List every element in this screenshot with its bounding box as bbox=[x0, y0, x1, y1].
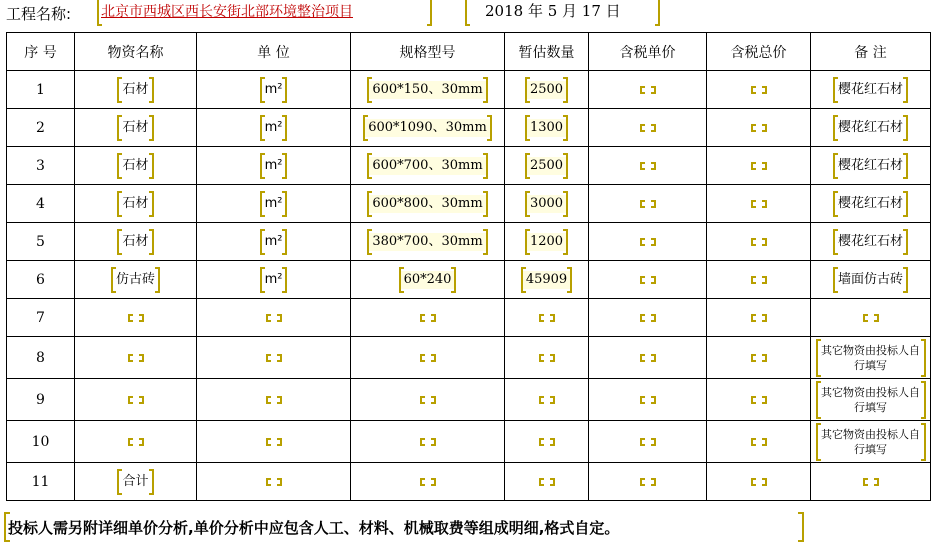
name-value: 仿古砖 bbox=[115, 271, 155, 287]
remark-value: 樱花红石材 bbox=[837, 233, 903, 249]
remark-value: 其它物资由投标人自行填写 bbox=[821, 343, 920, 372]
spec-input[interactable] bbox=[367, 157, 487, 175]
table-row bbox=[7, 421, 931, 463]
header-col-spec: 规格型号 bbox=[351, 33, 505, 71]
cell-price bbox=[589, 261, 707, 299]
remark-input[interactable] bbox=[816, 343, 926, 373]
qty-value: 45909 bbox=[525, 271, 568, 287]
project-name: 北京市西城区西长安街北部环境整治项目 bbox=[101, 4, 353, 20]
qty-input[interactable] bbox=[525, 157, 568, 175]
cell-total bbox=[707, 379, 811, 421]
cell-spec bbox=[351, 109, 505, 147]
spec-value: 600*700、30mm bbox=[372, 157, 483, 173]
cell-no bbox=[7, 261, 75, 299]
row-number: 9 bbox=[36, 391, 45, 408]
cell-unit bbox=[197, 379, 351, 421]
cell-spec bbox=[351, 379, 505, 421]
cell-price bbox=[589, 147, 707, 185]
remark-value: 樱花红石材 bbox=[837, 195, 903, 211]
remark-value: 墙面仿古砖 bbox=[837, 271, 903, 287]
cell-qty bbox=[505, 71, 589, 109]
remark-value: 其它物资由投标人自行填写 bbox=[821, 427, 920, 456]
name-value: 石材 bbox=[122, 119, 149, 135]
cell-qty bbox=[505, 337, 589, 379]
project-name-field[interactable] bbox=[97, 2, 432, 22]
row-number: 4 bbox=[36, 195, 45, 212]
unit-value: m² bbox=[264, 233, 283, 249]
header-col-no: 序 号 bbox=[7, 33, 75, 71]
table-body bbox=[7, 71, 931, 501]
remark-input[interactable] bbox=[833, 233, 908, 251]
name-value: 石材 bbox=[122, 81, 149, 97]
cell-name bbox=[75, 71, 197, 109]
cell-remark bbox=[811, 463, 931, 501]
remark-input[interactable] bbox=[816, 385, 926, 415]
cell-spec bbox=[351, 71, 505, 109]
row-number: 6 bbox=[36, 271, 45, 288]
cell-unit bbox=[197, 463, 351, 501]
qty-value: 1300 bbox=[529, 119, 564, 135]
name-input[interactable] bbox=[117, 195, 153, 213]
cell-spec bbox=[351, 223, 505, 261]
remark-input[interactable] bbox=[833, 195, 908, 213]
cell-name bbox=[75, 223, 197, 261]
cell-qty bbox=[505, 185, 589, 223]
cell-qty bbox=[505, 147, 589, 185]
unit-input[interactable] bbox=[260, 271, 288, 289]
spec-input[interactable] bbox=[399, 271, 457, 289]
name-value: 石材 bbox=[122, 157, 149, 173]
cell-no bbox=[7, 109, 75, 147]
cell-price bbox=[589, 299, 707, 337]
cell-name bbox=[75, 421, 197, 463]
cell-spec bbox=[351, 261, 505, 299]
cell-no bbox=[7, 147, 75, 185]
header-col-remark: 备 注 bbox=[811, 33, 931, 71]
row-number: 3 bbox=[36, 157, 45, 174]
cell-price bbox=[589, 185, 707, 223]
footer-note-field[interactable] bbox=[4, 512, 804, 542]
cell-name bbox=[75, 185, 197, 223]
cell-qty bbox=[505, 463, 589, 501]
spec-value: 60*240 bbox=[403, 271, 452, 287]
cell-total bbox=[707, 109, 811, 147]
name-input[interactable] bbox=[117, 157, 153, 175]
cell-no bbox=[7, 71, 75, 109]
date-value: 2018 年 5 月 17 日 bbox=[485, 2, 621, 20]
spec-input[interactable] bbox=[363, 119, 492, 137]
row-number: 7 bbox=[36, 309, 45, 326]
cell-no bbox=[7, 337, 75, 379]
cell-price bbox=[589, 379, 707, 421]
spec-value: 600*1090、30mm bbox=[368, 119, 487, 135]
spec-value: 600*800、30mm bbox=[372, 195, 483, 211]
cell-qty bbox=[505, 421, 589, 463]
cell-remark bbox=[811, 299, 931, 337]
cell-unit bbox=[197, 223, 351, 261]
cell-unit bbox=[197, 261, 351, 299]
cell-price bbox=[589, 463, 707, 501]
row-number: 10 bbox=[31, 433, 50, 450]
table-row bbox=[7, 261, 931, 299]
cell-remark bbox=[811, 185, 931, 223]
cell-remark bbox=[811, 147, 931, 185]
cell-qty bbox=[505, 299, 589, 337]
cell-unit bbox=[197, 421, 351, 463]
cell-no bbox=[7, 299, 75, 337]
cell-unit bbox=[197, 337, 351, 379]
cell-total bbox=[707, 223, 811, 261]
cell-unit bbox=[197, 71, 351, 109]
cell-total bbox=[707, 71, 811, 109]
cell-no bbox=[7, 223, 75, 261]
cell-unit bbox=[197, 299, 351, 337]
cell-total bbox=[707, 337, 811, 379]
name-input[interactable] bbox=[117, 473, 153, 491]
cell-name bbox=[75, 147, 197, 185]
cell-remark bbox=[811, 337, 931, 379]
cell-spec bbox=[351, 337, 505, 379]
spec-value: 380*700、30mm bbox=[372, 233, 483, 249]
row-number: 8 bbox=[36, 349, 45, 366]
cell-price bbox=[589, 109, 707, 147]
name-input[interactable] bbox=[111, 271, 160, 289]
cell-no bbox=[7, 463, 75, 501]
cell-remark bbox=[811, 109, 931, 147]
materials-table bbox=[6, 32, 931, 501]
table-row bbox=[7, 71, 931, 109]
remark-input[interactable] bbox=[833, 271, 908, 289]
unit-value: m² bbox=[264, 157, 283, 173]
cell-remark bbox=[811, 379, 931, 421]
name-input[interactable] bbox=[117, 81, 153, 99]
remark-input[interactable] bbox=[833, 119, 908, 137]
qty-input[interactable] bbox=[525, 119, 568, 137]
date-field[interactable] bbox=[465, 2, 660, 22]
cell-price bbox=[589, 337, 707, 379]
cell-total bbox=[707, 147, 811, 185]
row-number: 2 bbox=[36, 119, 45, 136]
remark-input[interactable] bbox=[833, 157, 908, 175]
table-row bbox=[7, 463, 931, 501]
cell-qty bbox=[505, 379, 589, 421]
unit-input[interactable] bbox=[260, 157, 288, 175]
cell-spec bbox=[351, 421, 505, 463]
remark-value: 樱花红石材 bbox=[837, 119, 903, 135]
qty-input[interactable] bbox=[521, 271, 572, 289]
cell-name bbox=[75, 109, 197, 147]
table-row bbox=[7, 337, 931, 379]
cell-total bbox=[707, 185, 811, 223]
table-row bbox=[7, 147, 931, 185]
table-row bbox=[7, 299, 931, 337]
cell-spec bbox=[351, 147, 505, 185]
unit-input[interactable] bbox=[260, 119, 288, 137]
cell-remark bbox=[811, 71, 931, 109]
cell-price bbox=[589, 71, 707, 109]
unit-input[interactable] bbox=[260, 81, 288, 99]
cell-remark bbox=[811, 223, 931, 261]
name-value: 石材 bbox=[122, 233, 149, 249]
qty-value: 2500 bbox=[529, 157, 564, 173]
cell-spec bbox=[351, 299, 505, 337]
remark-input[interactable] bbox=[816, 427, 926, 457]
qty-input[interactable] bbox=[525, 195, 568, 213]
cell-name bbox=[75, 337, 197, 379]
table-row bbox=[7, 185, 931, 223]
cell-remark bbox=[811, 421, 931, 463]
header-col-total: 含税总价 bbox=[707, 33, 811, 71]
name-value: 石材 bbox=[122, 195, 149, 211]
cell-name bbox=[75, 379, 197, 421]
cell-qty bbox=[505, 223, 589, 261]
header-col-name: 物资名称 bbox=[75, 33, 197, 71]
cell-no bbox=[7, 185, 75, 223]
cell-no bbox=[7, 421, 75, 463]
cell-spec bbox=[351, 463, 505, 501]
unit-value: m² bbox=[264, 271, 283, 287]
header-col-unit: 单 位 bbox=[197, 33, 351, 71]
remark-input[interactable] bbox=[833, 81, 908, 99]
name-input[interactable] bbox=[117, 233, 153, 251]
qty-input[interactable] bbox=[525, 233, 568, 251]
document-header bbox=[0, 0, 938, 26]
cell-unit bbox=[197, 109, 351, 147]
unit-input[interactable] bbox=[260, 195, 288, 213]
spec-input[interactable] bbox=[367, 233, 487, 251]
name-input[interactable] bbox=[117, 119, 153, 137]
cell-name bbox=[75, 463, 197, 501]
footer-note: 投标人需另附详细单价分析,单价分析中应包含人工、材料、机械取费等组成明细,格式自定。 bbox=[8, 519, 620, 537]
cell-price bbox=[589, 223, 707, 261]
unit-value: m² bbox=[264, 195, 283, 211]
cell-total bbox=[707, 463, 811, 501]
cell-no bbox=[7, 379, 75, 421]
cell-unit bbox=[197, 185, 351, 223]
spec-input[interactable] bbox=[367, 81, 487, 99]
unit-input[interactable] bbox=[260, 233, 288, 251]
cell-total bbox=[707, 261, 811, 299]
cell-spec bbox=[351, 185, 505, 223]
table-row bbox=[7, 379, 931, 421]
cell-name bbox=[75, 261, 197, 299]
qty-value: 2500 bbox=[529, 81, 564, 97]
cell-total bbox=[707, 299, 811, 337]
row-number: 5 bbox=[36, 233, 45, 250]
remark-value: 樱花红石材 bbox=[837, 157, 903, 173]
row-number: 1 bbox=[36, 81, 45, 98]
unit-value: m² bbox=[264, 81, 283, 97]
name-value: 合计 bbox=[122, 473, 149, 489]
qty-value: 3000 bbox=[529, 195, 564, 211]
qty-value: 1200 bbox=[529, 233, 564, 249]
cell-unit bbox=[197, 147, 351, 185]
table-header-row bbox=[7, 33, 931, 71]
table-row bbox=[7, 109, 931, 147]
cell-qty bbox=[505, 109, 589, 147]
qty-input[interactable] bbox=[525, 81, 568, 99]
remark-value: 樱花红石材 bbox=[837, 81, 903, 97]
cell-total bbox=[707, 421, 811, 463]
cell-remark bbox=[811, 261, 931, 299]
table-row bbox=[7, 223, 931, 261]
remark-value: 其它物资由投标人自行填写 bbox=[821, 385, 920, 414]
cell-name bbox=[75, 299, 197, 337]
cell-price bbox=[589, 421, 707, 463]
unit-value: m² bbox=[264, 119, 283, 135]
header-col-price: 含税单价 bbox=[589, 33, 707, 71]
header-col-qty: 暂估数量 bbox=[505, 33, 589, 71]
cell-qty bbox=[505, 261, 589, 299]
spec-value: 600*150、30mm bbox=[372, 81, 483, 97]
project-label: 工程名称: bbox=[6, 5, 72, 23]
spec-input[interactable] bbox=[367, 195, 487, 213]
row-number: 11 bbox=[31, 473, 50, 490]
